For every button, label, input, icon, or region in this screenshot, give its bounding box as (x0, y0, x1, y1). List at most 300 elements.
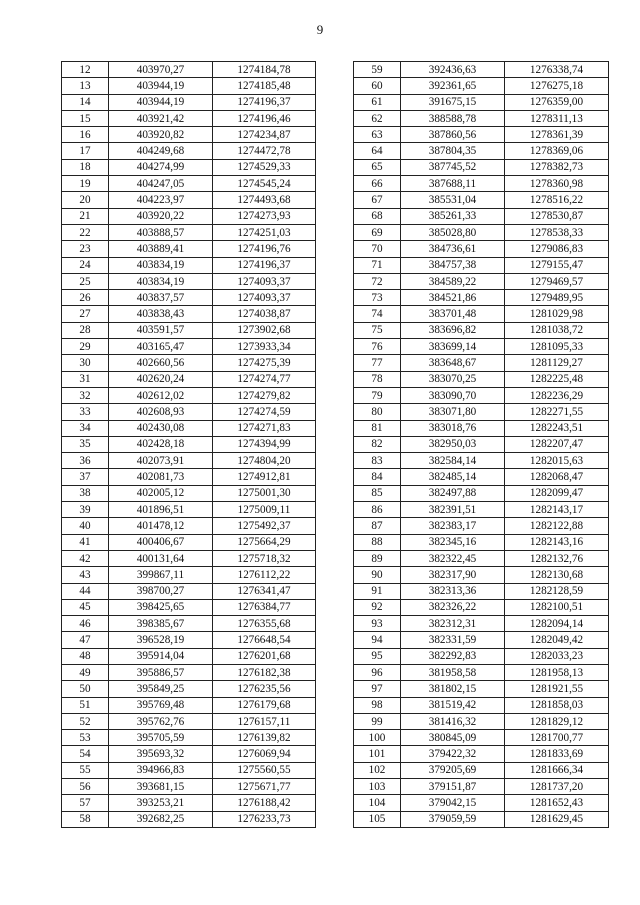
x-coordinate-cell: 382322,45 (401, 550, 505, 566)
point-number-cell: 100 (354, 730, 401, 746)
y-coordinate-cell: 1274196,76 (213, 241, 316, 257)
point-number-cell: 32 (62, 387, 109, 403)
table-row (62, 567, 316, 583)
y-coordinate-cell: 1278360,98 (505, 176, 609, 192)
y-coordinate-cell: 1282122,88 (505, 518, 609, 534)
y-coordinate-cell: 1274912,81 (213, 469, 316, 485)
table-row (62, 762, 316, 778)
y-coordinate-cell: 1274196,37 (213, 94, 316, 110)
x-coordinate-cell: 379151,87 (401, 779, 505, 795)
point-number-cell: 26 (62, 290, 109, 306)
table-row (354, 567, 609, 583)
point-number-cell: 57 (62, 795, 109, 811)
table-row (354, 453, 609, 469)
y-coordinate-cell: 1281038,72 (505, 322, 609, 338)
y-coordinate-cell: 1274093,37 (213, 290, 316, 306)
table-row (354, 387, 609, 403)
point-number-cell: 38 (62, 485, 109, 501)
table-row (62, 599, 316, 615)
point-number-cell: 94 (354, 632, 401, 648)
x-coordinate-cell: 379059,59 (401, 811, 505, 827)
y-coordinate-cell: 1276235,56 (213, 681, 316, 697)
point-number-cell: 21 (62, 208, 109, 224)
x-coordinate-cell: 381958,58 (401, 664, 505, 680)
x-coordinate-cell: 403889,41 (109, 241, 213, 257)
y-coordinate-cell: 1276069,94 (213, 746, 316, 762)
x-coordinate-cell: 393681,15 (109, 779, 213, 795)
y-coordinate-cell: 1274274,59 (213, 404, 316, 420)
x-coordinate-cell: 392436,63 (401, 62, 505, 78)
y-coordinate-cell: 1282207,47 (505, 436, 609, 452)
y-coordinate-cell: 1279086,83 (505, 241, 609, 257)
point-number-cell: 37 (62, 469, 109, 485)
point-number-cell: 28 (62, 322, 109, 338)
y-coordinate-cell: 1282094,14 (505, 616, 609, 632)
x-coordinate-cell: 403165,47 (109, 339, 213, 355)
point-number-cell: 33 (62, 404, 109, 420)
point-number-cell: 49 (62, 664, 109, 680)
x-coordinate-cell: 403834,19 (109, 257, 213, 273)
point-number-cell: 83 (354, 453, 401, 469)
table-row (354, 811, 609, 827)
y-coordinate-cell: 1274196,37 (213, 257, 316, 273)
x-coordinate-cell: 395886,57 (109, 664, 213, 680)
point-number-cell: 24 (62, 257, 109, 273)
y-coordinate-cell: 1274251,03 (213, 224, 316, 240)
y-coordinate-cell: 1278530,87 (505, 208, 609, 224)
point-number-cell: 96 (354, 664, 401, 680)
table-row (62, 730, 316, 746)
point-number-cell: 72 (354, 273, 401, 289)
point-number-cell: 99 (354, 713, 401, 729)
y-coordinate-cell: 1276139,82 (213, 730, 316, 746)
y-coordinate-cell: 1274394,99 (213, 436, 316, 452)
table-row (62, 387, 316, 403)
table-row (62, 127, 316, 143)
point-number-cell: 30 (62, 355, 109, 371)
table-row (62, 306, 316, 322)
point-number-cell: 61 (354, 94, 401, 110)
point-number-cell: 36 (62, 453, 109, 469)
point-number-cell: 60 (354, 78, 401, 94)
y-coordinate-cell: 1282100,51 (505, 599, 609, 615)
table-row (62, 355, 316, 371)
point-number-cell: 46 (62, 616, 109, 632)
x-coordinate-cell: 401896,51 (109, 502, 213, 518)
table-row (62, 339, 316, 355)
y-coordinate-cell: 1282143,17 (505, 502, 609, 518)
y-coordinate-cell: 1282128,59 (505, 583, 609, 599)
y-coordinate-cell: 1276179,68 (213, 697, 316, 713)
y-coordinate-cell: 1276275,18 (505, 78, 609, 94)
y-coordinate-cell: 1281700,77 (505, 730, 609, 746)
x-coordinate-cell: 403591,57 (109, 322, 213, 338)
y-coordinate-cell: 1274038,87 (213, 306, 316, 322)
x-coordinate-cell: 402612,02 (109, 387, 213, 403)
table-row (62, 159, 316, 175)
x-coordinate-cell: 402620,24 (109, 371, 213, 387)
table-row (62, 322, 316, 338)
y-coordinate-cell: 1279469,57 (505, 273, 609, 289)
point-number-cell: 43 (62, 567, 109, 583)
point-number-cell: 22 (62, 224, 109, 240)
x-coordinate-cell: 402428,18 (109, 436, 213, 452)
x-coordinate-cell: 395705,59 (109, 730, 213, 746)
table-row (354, 730, 609, 746)
x-coordinate-cell: 404274,99 (109, 159, 213, 175)
table-row (62, 469, 316, 485)
table-row (62, 779, 316, 795)
table-row (62, 795, 316, 811)
y-coordinate-cell: 1282015,63 (505, 453, 609, 469)
y-coordinate-cell: 1281829,12 (505, 713, 609, 729)
point-number-cell: 91 (354, 583, 401, 599)
x-coordinate-cell: 400406,67 (109, 534, 213, 550)
point-number-cell: 87 (354, 518, 401, 534)
table-row (62, 502, 316, 518)
table-row (62, 616, 316, 632)
point-number-cell: 102 (354, 762, 401, 778)
x-coordinate-cell: 381519,42 (401, 697, 505, 713)
point-number-cell: 34 (62, 420, 109, 436)
x-coordinate-cell: 382391,51 (401, 502, 505, 518)
x-coordinate-cell: 387860,56 (401, 127, 505, 143)
point-number-cell: 45 (62, 599, 109, 615)
y-coordinate-cell: 1282068,47 (505, 469, 609, 485)
table-row (354, 795, 609, 811)
table-row (354, 94, 609, 110)
table-row (354, 208, 609, 224)
x-coordinate-cell: 383648,67 (401, 355, 505, 371)
point-number-cell: 52 (62, 713, 109, 729)
table-row (354, 436, 609, 452)
coordinates-table-left (61, 61, 316, 828)
point-number-cell: 18 (62, 159, 109, 175)
x-coordinate-cell: 384757,38 (401, 257, 505, 273)
x-coordinate-cell: 400131,64 (109, 550, 213, 566)
point-number-cell: 40 (62, 518, 109, 534)
x-coordinate-cell: 383699,14 (401, 339, 505, 355)
x-coordinate-cell: 398425,65 (109, 599, 213, 615)
y-coordinate-cell: 1274279,82 (213, 387, 316, 403)
table-row (354, 746, 609, 762)
point-number-cell: 65 (354, 159, 401, 175)
table-row (62, 290, 316, 306)
point-number-cell: 73 (354, 290, 401, 306)
table-row (354, 355, 609, 371)
x-coordinate-cell: 402005,12 (109, 485, 213, 501)
y-coordinate-cell: 1274196,46 (213, 110, 316, 126)
point-number-cell: 62 (354, 110, 401, 126)
table-row (354, 502, 609, 518)
y-coordinate-cell: 1281652,43 (505, 795, 609, 811)
y-coordinate-cell: 1274804,20 (213, 453, 316, 469)
x-coordinate-cell: 382313,36 (401, 583, 505, 599)
point-number-cell: 48 (62, 648, 109, 664)
y-coordinate-cell: 1282033,23 (505, 648, 609, 664)
y-coordinate-cell: 1275664,29 (213, 534, 316, 550)
table-row (354, 62, 609, 78)
x-coordinate-cell: 382312,31 (401, 616, 505, 632)
y-coordinate-cell: 1281858,03 (505, 697, 609, 713)
x-coordinate-cell: 402081,73 (109, 469, 213, 485)
table-row (354, 648, 609, 664)
y-coordinate-cell: 1276338,74 (505, 62, 609, 78)
x-coordinate-cell: 402660,56 (109, 355, 213, 371)
table-row (354, 762, 609, 778)
table-row (62, 176, 316, 192)
table-row (62, 534, 316, 550)
y-coordinate-cell: 1275001,30 (213, 485, 316, 501)
y-coordinate-cell: 1282225,48 (505, 371, 609, 387)
y-coordinate-cell: 1275671,77 (213, 779, 316, 795)
x-coordinate-cell: 382497,88 (401, 485, 505, 501)
table-row (354, 290, 609, 306)
table-row (354, 176, 609, 192)
table-row (62, 518, 316, 534)
y-coordinate-cell: 1281666,34 (505, 762, 609, 778)
point-number-cell: 88 (354, 534, 401, 550)
y-coordinate-cell: 1282271,55 (505, 404, 609, 420)
table-row (354, 159, 609, 175)
point-number-cell: 89 (354, 550, 401, 566)
table-row (354, 371, 609, 387)
point-number-cell: 56 (62, 779, 109, 795)
point-number-cell: 92 (354, 599, 401, 615)
table-row (354, 534, 609, 550)
y-coordinate-cell: 1282132,76 (505, 550, 609, 566)
table-row (62, 681, 316, 697)
point-number-cell: 90 (354, 567, 401, 583)
table-row (62, 697, 316, 713)
y-coordinate-cell: 1273933,34 (213, 339, 316, 355)
y-coordinate-cell: 1275492,37 (213, 518, 316, 534)
y-coordinate-cell: 1274472,78 (213, 143, 316, 159)
y-coordinate-cell: 1276112,22 (213, 567, 316, 583)
x-coordinate-cell: 382317,90 (401, 567, 505, 583)
x-coordinate-cell: 399867,11 (109, 567, 213, 583)
point-number-cell: 104 (354, 795, 401, 811)
point-number-cell: 44 (62, 583, 109, 599)
y-coordinate-cell: 1281833,69 (505, 746, 609, 762)
y-coordinate-cell: 1281029,98 (505, 306, 609, 322)
x-coordinate-cell: 395769,48 (109, 697, 213, 713)
y-coordinate-cell: 1276648,54 (213, 632, 316, 648)
table-row (354, 420, 609, 436)
y-coordinate-cell: 1276355,68 (213, 616, 316, 632)
point-number-cell: 76 (354, 339, 401, 355)
table-row (354, 697, 609, 713)
y-coordinate-cell: 1281095,33 (505, 339, 609, 355)
x-coordinate-cell: 388588,78 (401, 110, 505, 126)
y-coordinate-cell: 1278538,33 (505, 224, 609, 240)
point-number-cell: 54 (62, 746, 109, 762)
x-coordinate-cell: 395762,76 (109, 713, 213, 729)
point-number-cell: 78 (354, 371, 401, 387)
point-number-cell: 50 (62, 681, 109, 697)
point-number-cell: 105 (354, 811, 401, 827)
x-coordinate-cell: 382331,59 (401, 632, 505, 648)
y-coordinate-cell: 1274545,24 (213, 176, 316, 192)
table-row (62, 420, 316, 436)
y-coordinate-cell: 1282099,47 (505, 485, 609, 501)
y-coordinate-cell: 1274234,87 (213, 127, 316, 143)
y-coordinate-cell: 1275009,11 (213, 502, 316, 518)
y-coordinate-cell: 1282130,68 (505, 567, 609, 583)
point-number-cell: 69 (354, 224, 401, 240)
x-coordinate-cell: 395693,32 (109, 746, 213, 762)
x-coordinate-cell: 380845,09 (401, 730, 505, 746)
point-number-cell: 98 (354, 697, 401, 713)
point-number-cell: 55 (62, 762, 109, 778)
y-coordinate-cell: 1274273,93 (213, 208, 316, 224)
x-coordinate-cell: 393253,21 (109, 795, 213, 811)
x-coordinate-cell: 395849,25 (109, 681, 213, 697)
x-coordinate-cell: 383090,70 (401, 387, 505, 403)
x-coordinate-cell: 403944,19 (109, 94, 213, 110)
y-coordinate-cell: 1278311,13 (505, 110, 609, 126)
x-coordinate-cell: 384736,61 (401, 241, 505, 257)
x-coordinate-cell: 403921,42 (109, 110, 213, 126)
table-row (354, 681, 609, 697)
table-row (62, 436, 316, 452)
y-coordinate-cell: 1276182,38 (213, 664, 316, 680)
table-row (354, 306, 609, 322)
x-coordinate-cell: 403920,82 (109, 127, 213, 143)
point-number-cell: 31 (62, 371, 109, 387)
y-coordinate-cell: 1281129,27 (505, 355, 609, 371)
table-row (62, 811, 316, 827)
table-row (62, 192, 316, 208)
x-coordinate-cell: 403920,22 (109, 208, 213, 224)
point-number-cell: 75 (354, 322, 401, 338)
y-coordinate-cell: 1278369,06 (505, 143, 609, 159)
y-coordinate-cell: 1274493,68 (213, 192, 316, 208)
x-coordinate-cell: 379422,32 (401, 746, 505, 762)
table-row (62, 648, 316, 664)
y-coordinate-cell: 1282143,16 (505, 534, 609, 550)
y-coordinate-cell: 1274529,33 (213, 159, 316, 175)
y-coordinate-cell: 1281737,20 (505, 779, 609, 795)
point-number-cell: 51 (62, 697, 109, 713)
point-number-cell: 74 (354, 306, 401, 322)
x-coordinate-cell: 383070,25 (401, 371, 505, 387)
table-row (62, 257, 316, 273)
x-coordinate-cell: 387745,52 (401, 159, 505, 175)
x-coordinate-cell: 384589,22 (401, 273, 505, 289)
point-number-cell: 86 (354, 502, 401, 518)
point-number-cell: 84 (354, 469, 401, 485)
y-coordinate-cell: 1275718,32 (213, 550, 316, 566)
x-coordinate-cell: 403888,57 (109, 224, 213, 240)
point-number-cell: 53 (62, 730, 109, 746)
x-coordinate-cell: 402608,93 (109, 404, 213, 420)
x-coordinate-cell: 395914,04 (109, 648, 213, 664)
table-row (354, 779, 609, 795)
x-coordinate-cell: 382345,16 (401, 534, 505, 550)
table-row (62, 632, 316, 648)
table-row (62, 453, 316, 469)
point-number-cell: 103 (354, 779, 401, 795)
table-row (62, 208, 316, 224)
table-row (62, 143, 316, 159)
table-row (354, 322, 609, 338)
y-coordinate-cell: 1275560,55 (213, 762, 316, 778)
x-coordinate-cell: 385028,80 (401, 224, 505, 240)
x-coordinate-cell: 404249,68 (109, 143, 213, 159)
point-number-cell: 17 (62, 143, 109, 159)
x-coordinate-cell: 403944,19 (109, 78, 213, 94)
table-row (62, 485, 316, 501)
point-number-cell: 85 (354, 485, 401, 501)
point-number-cell: 14 (62, 94, 109, 110)
table-row (354, 143, 609, 159)
table-row (62, 371, 316, 387)
point-number-cell: 12 (62, 62, 109, 78)
point-number-cell: 58 (62, 811, 109, 827)
table-row (354, 339, 609, 355)
point-number-cell: 42 (62, 550, 109, 566)
point-number-cell: 63 (354, 127, 401, 143)
x-coordinate-cell: 398700,27 (109, 583, 213, 599)
x-coordinate-cell: 382383,17 (401, 518, 505, 534)
x-coordinate-cell: 382485,14 (401, 469, 505, 485)
point-number-cell: 66 (354, 176, 401, 192)
coordinates-table-right (353, 61, 609, 828)
y-coordinate-cell: 1279155,47 (505, 257, 609, 273)
table-row (354, 583, 609, 599)
table-row (354, 518, 609, 534)
x-coordinate-cell: 404247,05 (109, 176, 213, 192)
x-coordinate-cell: 379042,15 (401, 795, 505, 811)
x-coordinate-cell: 398385,67 (109, 616, 213, 632)
table-row (354, 469, 609, 485)
x-coordinate-cell: 403834,19 (109, 273, 213, 289)
point-number-cell: 29 (62, 339, 109, 355)
point-number-cell: 95 (354, 648, 401, 664)
table-row (354, 78, 609, 94)
point-number-cell: 13 (62, 78, 109, 94)
x-coordinate-cell: 379205,69 (401, 762, 505, 778)
y-coordinate-cell: 1274184,78 (213, 62, 316, 78)
point-number-cell: 59 (354, 62, 401, 78)
table-row (354, 273, 609, 289)
x-coordinate-cell: 392361,65 (401, 78, 505, 94)
x-coordinate-cell: 383071,80 (401, 404, 505, 420)
x-coordinate-cell: 387688,11 (401, 176, 505, 192)
table-row (62, 746, 316, 762)
x-coordinate-cell: 385531,04 (401, 192, 505, 208)
y-coordinate-cell: 1281958,13 (505, 664, 609, 680)
x-coordinate-cell: 381416,32 (401, 713, 505, 729)
x-coordinate-cell: 391675,15 (401, 94, 505, 110)
y-coordinate-cell: 1278516,22 (505, 192, 609, 208)
y-coordinate-cell: 1276201,68 (213, 648, 316, 664)
x-coordinate-cell: 392682,25 (109, 811, 213, 827)
point-number-cell: 93 (354, 616, 401, 632)
y-coordinate-cell: 1281629,45 (505, 811, 609, 827)
y-coordinate-cell: 1276188,42 (213, 795, 316, 811)
point-number-cell: 35 (62, 436, 109, 452)
point-number-cell: 97 (354, 681, 401, 697)
table-row (354, 550, 609, 566)
x-coordinate-cell: 402430,08 (109, 420, 213, 436)
y-coordinate-cell: 1276233,73 (213, 811, 316, 827)
x-coordinate-cell: 383701,48 (401, 306, 505, 322)
x-coordinate-cell: 387804,35 (401, 143, 505, 159)
y-coordinate-cell: 1281921,55 (505, 681, 609, 697)
x-coordinate-cell: 402073,91 (109, 453, 213, 469)
